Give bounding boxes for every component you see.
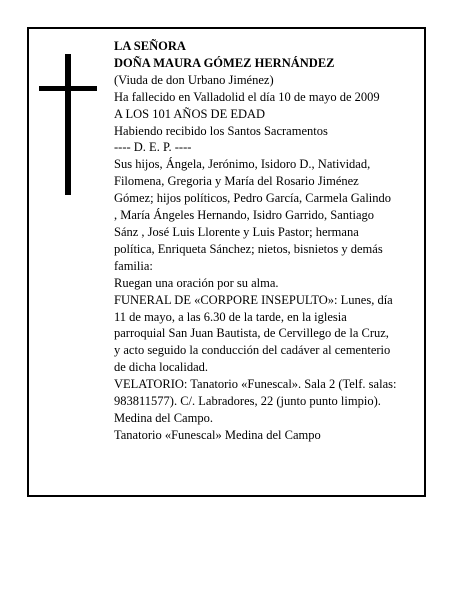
wake-line: VELATORIO: Tanatorio «Funescal». Sala 2 (Telf. salas:	[114, 377, 397, 392]
death-info: Ha fallecido en Valladolid el día 10 de mayo de 2009	[114, 89, 380, 104]
family-line: familia:	[114, 258, 153, 273]
sacraments-line: Habiendo recibido los Santos Sacramentos	[114, 123, 328, 138]
wake-line: 983811577). C/. Labradores, 22 (junto punto limpio).	[114, 394, 381, 409]
rip-line: ---- D. E. P. ----	[114, 140, 192, 155]
deceased-name: DOÑA MAURA GÓMEZ HERNÁNDEZ	[114, 55, 335, 70]
funeral-line: parroquial San Juan Bautista, de Cervillego de la Cruz,	[114, 326, 389, 341]
prayer-line: Ruegan una oración por su alma.	[114, 275, 279, 290]
wake-line: Medina del Campo.	[114, 410, 213, 425]
family-line: Filomena, Gregoria y María del Rosario Jiménez	[114, 174, 359, 189]
funeral-line: y acto seguido la conducción del cadáver al cementerio	[114, 343, 391, 358]
funeral-line: 11 de mayo, a las 6.30 de la tarde, en la iglesia	[114, 309, 347, 324]
family-line: Sus hijos, Ángela, Jerónimo, Isidoro D., Natividad,	[114, 157, 371, 172]
funeral-line: de dicha localidad.	[114, 360, 209, 375]
family-line: , María Ángeles Hernando, Isidro Garrido, Santiago	[114, 208, 374, 223]
family-line: Sánz , José Luis Llorente y Luis Pastor; hermana	[114, 224, 359, 239]
widow-of: (Viuda de don Urbano Jiménez)	[114, 72, 274, 87]
cross-vertical-bar	[65, 54, 71, 195]
cross-horizontal-bar	[39, 86, 97, 91]
footer-line: Tanatorio «Funescal» Medina del Campo	[114, 427, 321, 442]
notice-text	[114, 38, 424, 444]
header-title: LA SEÑORA	[114, 39, 186, 53]
family-line: Gómez; hijos políticos, Pedro García, Carmela Galindo	[114, 191, 392, 206]
family-line: política, Enriqueta Sánchez; nietos, bisnietos y demás	[114, 241, 383, 256]
age-line: A LOS 101 AÑOS DE EDAD	[114, 106, 266, 121]
funeral-line: FUNERAL DE «CORPORE INSEPULTO»: Lunes, día	[114, 292, 393, 307]
